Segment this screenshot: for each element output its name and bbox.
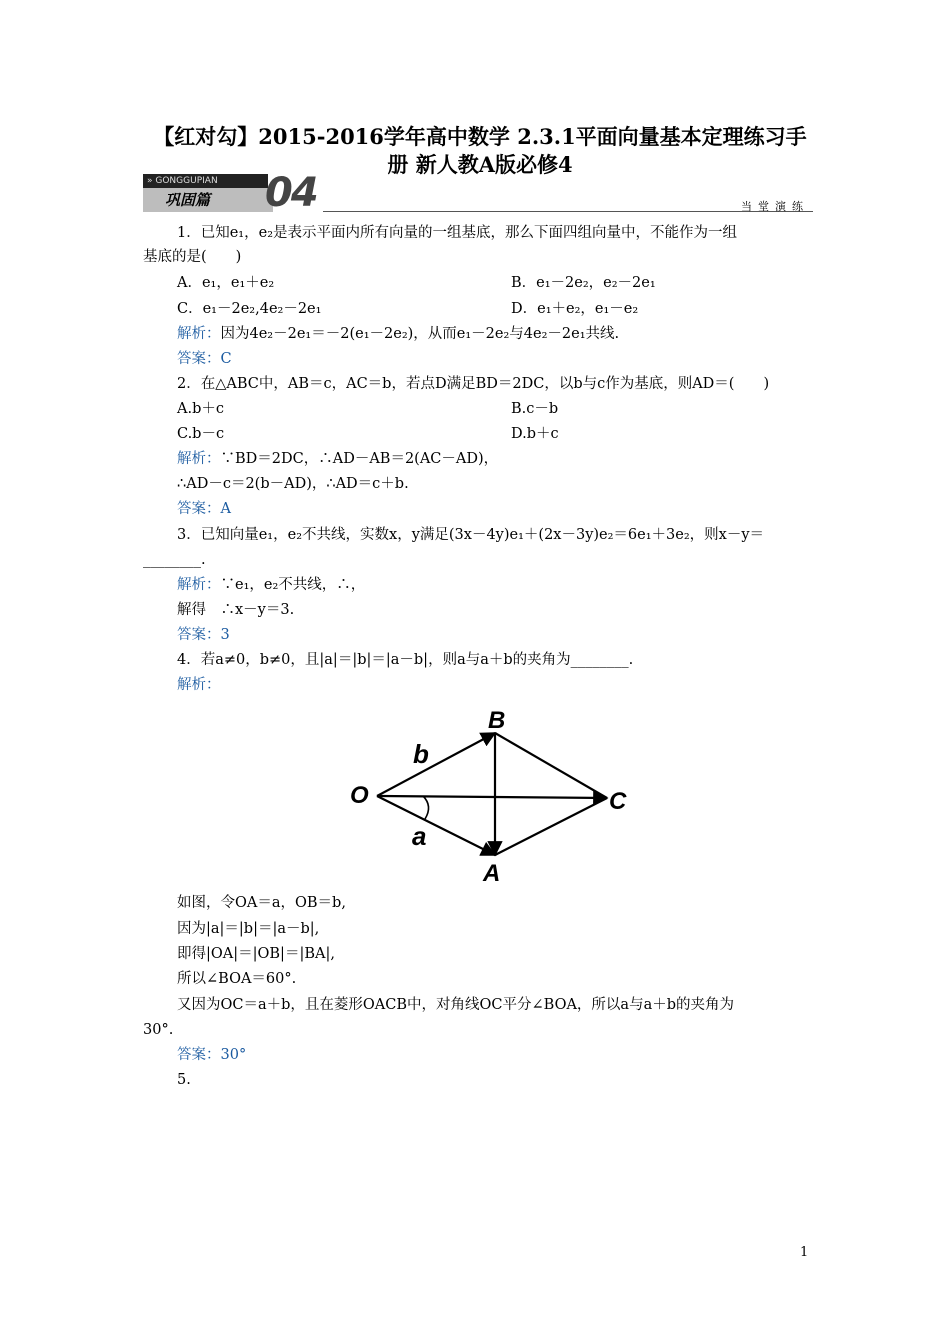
text-line: ________. [143,552,206,568]
page-number: 1 [800,1245,809,1260]
text-line: 4．若a≠0，b≠0，且|a|＝|b|＝|a－b|，则a与a＋b的夹角为________. [177,652,634,668]
banner-number: 04 [265,170,317,216]
section-banner [143,170,813,216]
text-line: 答案：30° [177,1047,247,1063]
label-prefix: 解析： [177,326,221,342]
label-a-point: A [483,860,501,887]
text-line: 答案：3 [177,627,230,643]
text-line: 解得 ∴x－y＝3. [177,602,295,618]
text-line: 解析：∵e₁，e₂不共线，∴， [177,577,366,593]
banner-right-text: 当堂演练 [741,200,809,213]
rhombus-diagram [345,703,635,888]
text-line: C.b－c [177,426,225,442]
text-line: B．e₁－2e₂，e₂－2e₁ [511,275,656,291]
text-line: 因为|a|＝|b|＝|a－b|, [177,921,320,937]
text-line: A.b＋c [177,401,224,417]
text-line: 如图，令OA＝a，OB＝b, [177,895,346,911]
text-line: 基底的是( ) [143,249,242,265]
vector-oa [377,796,495,855]
label-prefix: 答案： [177,501,221,517]
title-line-1: 【红对勾】2015-2016学年高中数学 2.3.1平面向量基本定理练习手 [153,124,807,149]
vector-oc [377,796,607,798]
label-prefix: 解析： [177,451,221,467]
segment-ac [495,798,607,855]
text-line: 解析： [177,677,221,693]
document-title [140,123,820,179]
text-line: 即得|OA|＝|OB|＝|BA|, [177,946,335,962]
text-line: 30°. [143,1022,174,1038]
text-line: B.c－b [511,401,559,417]
label-prefix: 答案： [177,627,221,643]
label-b-vector: b [413,739,429,769]
label-prefix: 答案： [177,351,221,367]
banner-label: 巩固篇 [143,188,273,212]
segment-bc [495,733,607,798]
label-prefix: 答案： [177,1047,221,1063]
label-b-point: B [488,707,506,734]
text-line: 所以∠BOA＝60°. [177,971,297,987]
text-line: 答案：A [177,501,231,517]
text-line: 5. [177,1072,191,1088]
text-line: 2．在△ABC中，AB＝c，AC＝b，若点D满足BD＝2DC，以b与c作为基底，则AD＝( ) [177,376,770,392]
text-line: 答案：C [177,351,232,367]
vector-ob [377,733,495,796]
label-o-point: O [350,782,369,809]
angle-arc [423,796,429,819]
text-line: A．e₁，e₁＋e₂ [177,275,275,291]
text-line: 解析：∵BD＝2DC，∴AD－AB＝2(AC－AD)， [177,451,499,467]
text-line: ∴AD－c＝2(b－AD)，∴AD＝c＋b. [177,476,409,492]
banner-top-text: » GONGGUPIAN [143,174,268,188]
title-line-2: 册 新人教A版必修4 [387,152,573,177]
label-a-vector: a [412,821,427,851]
text-line: D.b＋c [511,426,559,442]
label-c-point: C [609,788,627,815]
text-line: C．e₁－2e₂,4e₂－2e₁ [177,301,322,317]
banner-rule [323,211,813,212]
text-line: 3．已知向量e₁，e₂不共线，实数x，y满足(3x－4y)e₁＋(2x－3y)e₂＝6e₁＋3e₂，则x－y＝ [177,527,765,543]
text-line: 1．已知e₁，e₂是表示平面内所有向量的一组基底，那么下面四组向量中，不能作为一组 [177,225,738,241]
text-line: 解析：因为4e₂－2e₁＝－2(e₁－2e₂)，从而e₁－2e₂与4e₂－2e₁共线. [177,326,620,342]
label-prefix: 解析： [177,577,221,593]
text-line: D．e₁＋e₂，e₁－e₂ [511,301,639,317]
text-line: 又因为OC＝a＋b，且在菱形OACB中，对角线OC平分∠BOA，所以a与a＋b的夹角为 [177,997,735,1013]
